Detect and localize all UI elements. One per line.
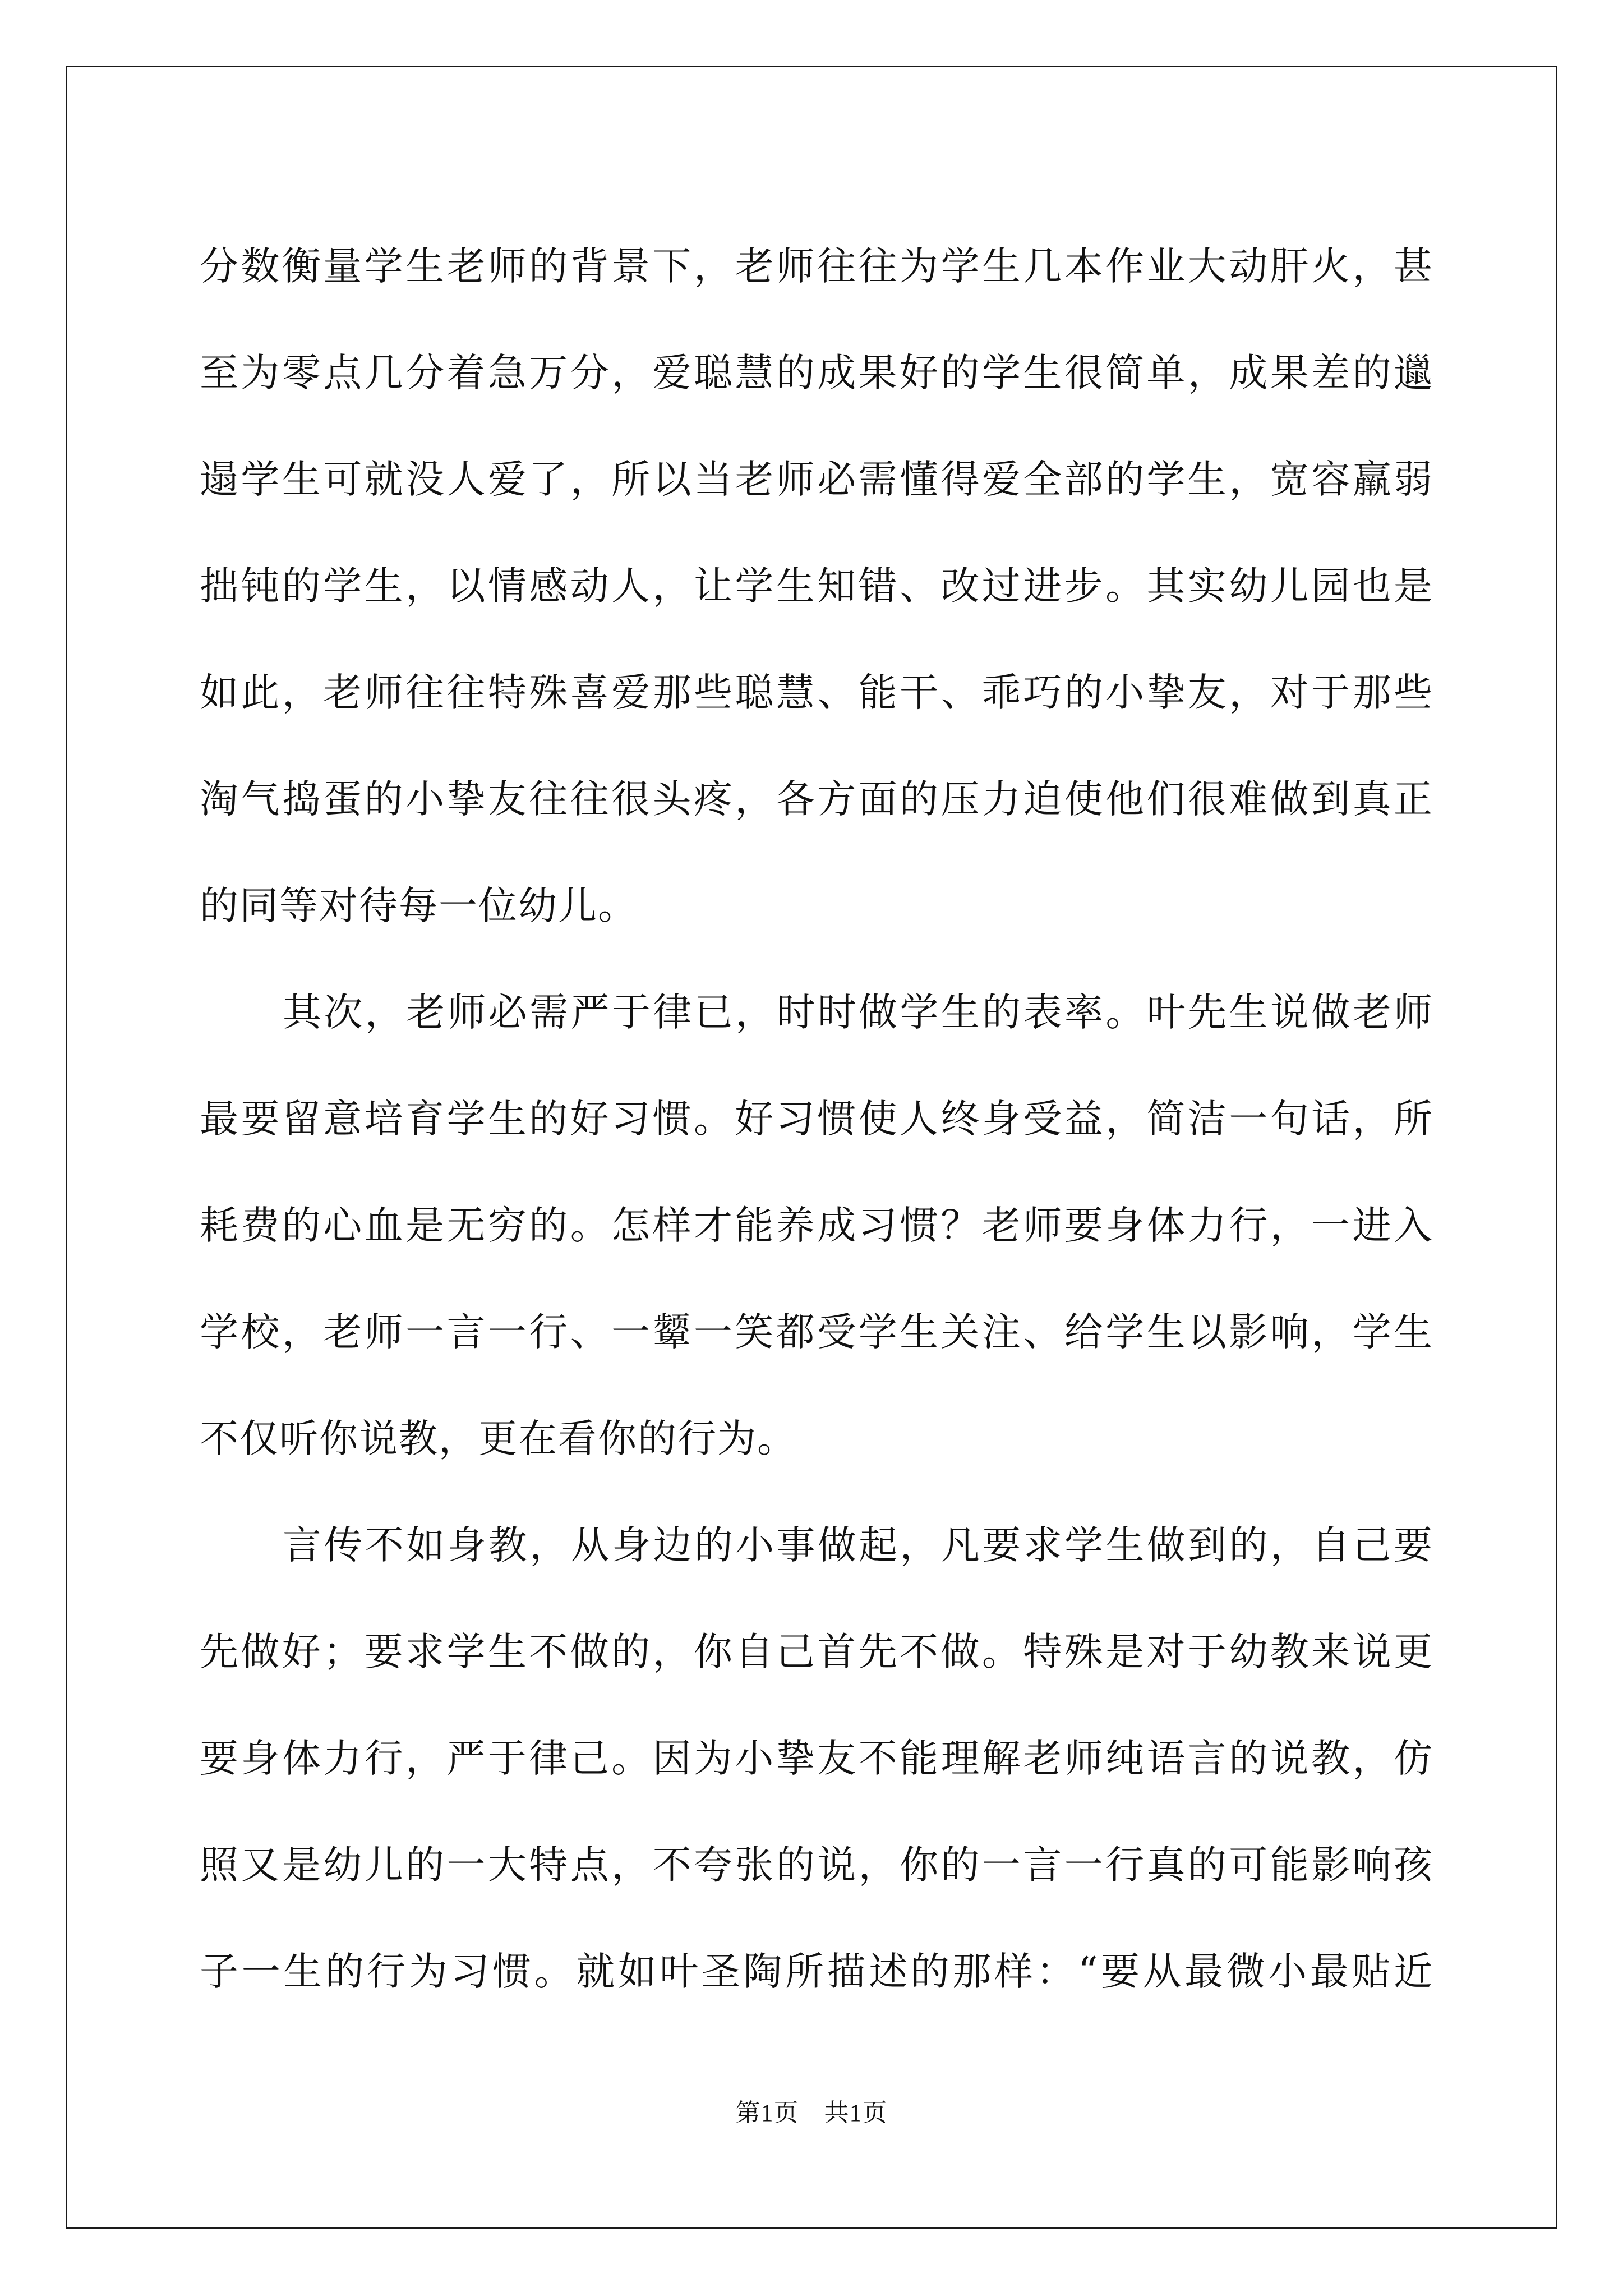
text-line: 先做好；要求学生不做的，你自己首先不做。特殊是对于幼教来说更 (200, 1630, 1433, 1674)
text-line: 淘气捣蛋的小挚友往往很头疼，各方面的压力迫使他们很难做到真正 (200, 777, 1433, 822)
text-line: 遢学生可就没人爱了，所以当老师必需懂得爱全部的学生，宽容羸弱 (200, 457, 1433, 502)
text-line: 不仅听你说教，更在看你的行为。 (200, 1416, 797, 1461)
text-line: 耗费的心血是无穷的。怎样才能养成习惯？老师要身体力行，一进入 (200, 1203, 1433, 1248)
page-number-label: 第1页 共1页 (735, 2099, 888, 2127)
text-line: 拙钝的学生，以情感动人，让学生知错、改过进步。其实幼儿园也是 (200, 564, 1433, 609)
paragraph-3-cont (200, 1599, 1433, 2025)
paragraph-2 (200, 959, 1433, 1066)
text-line: 最要留意培育学生的好习惯。好习惯使人终身受益，简洁一句话，所 (200, 1097, 1433, 1142)
text-line: 分数衡量学生老师的背景下，老师往往为学生几本作业大动肝火，甚 (200, 244, 1433, 289)
text-line: 学校，老师一言一行、一颦一笑都受学生关注、给学生以影响，学生 (200, 1310, 1433, 1355)
text-line: 要身体力行，严于律己。因为小挚友不能理解老师纯语言的说教，仿 (200, 1736, 1433, 1781)
text-line: 其次，老师必需严于律已，时时做学生的表率。叶先生说做老师 (283, 990, 1433, 1035)
document-body (200, 213, 1433, 2025)
text-line: 言传不如身教，从身边的小事做起，凡要求学生做到的，自己要 (283, 1523, 1433, 1568)
text-line: 照又是幼儿的一大特点，不夸张的说，你的一言一行真的可能影响孩 (200, 1843, 1433, 1888)
paragraph-2-cont (200, 1066, 1433, 1492)
text-line: 至为零点几分着急万分，爱聪慧的成果好的学生很简单，成果差的邋 (200, 351, 1433, 395)
text-line: 的同等对待每一位幼儿。 (200, 884, 638, 928)
paragraph-1 (200, 213, 1433, 959)
page-footer (0, 2092, 1623, 2128)
text-line: 子一生的行为习惯。就如叶圣陶所描述的那样：“要从最微小最贴近 (200, 1949, 1433, 1994)
text-line: 如此，老师往往特殊喜爱那些聪慧、能干、乖巧的小挚友，对于那些 (200, 670, 1433, 715)
paragraph-3 (200, 1492, 1433, 1599)
